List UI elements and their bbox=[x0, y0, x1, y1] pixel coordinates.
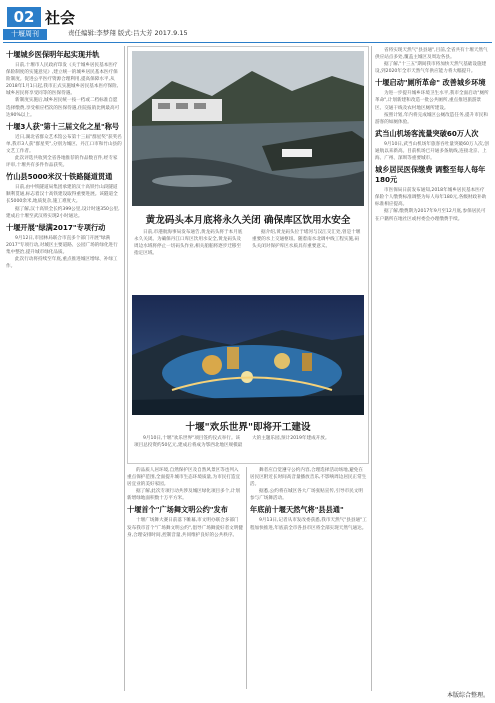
column-divider bbox=[371, 46, 372, 691]
paragraph: 9月13日,记者从市发改委获悉,我市天然气"县县通"工程加快推进,年底前全市各县市区将全部实现天然气通达。 bbox=[250, 518, 367, 531]
article-title: 年底前十堰天然气将"县县通" bbox=[250, 505, 344, 515]
article-title: 十堰启动"厕所革命" 改善城乡环境 bbox=[375, 78, 486, 88]
article-title: 竹山县5000米汉十铁路隧道贯通 bbox=[6, 172, 113, 182]
paragraph: 据了解,汉十高铁全长约399公里,设计时速350公里,建成后十堰至武汉将实现2小时通达。 bbox=[6, 206, 120, 219]
paragraph: 据了解,"十三五"期间我市将加快天然气基础设施建设,到2020年全市天然气年供应能力将大幅提升。 bbox=[375, 62, 487, 75]
paragraph: 9月10日,十堰"欢乐世界"项目签约仪式举行。该项目总投资约50亿元,建成后将成为鄂西北地区规模最大的主题乐园,预计2019年建成开放。 bbox=[134, 436, 330, 449]
middle-column-1 bbox=[127, 467, 243, 689]
paragraph: 此次行动将持续至年底,重点推进城区增绿、补绿工作。 bbox=[6, 256, 118, 270]
paragraph: 市医保局日前发布通知,2018年城乡居民基本医疗保险个人缴费标准调整为每人每年180元,各级财政补助标准相应提高。 bbox=[375, 188, 487, 208]
paragraph: 新制度实施后,城乡居民统一按一档或二档标准自愿选择缴费,享受相应档次的医保待遇,住院报销比例最高可达90%以上。 bbox=[6, 98, 120, 118]
article-title: 十堰城乡医保明年起实现并轨 bbox=[6, 50, 100, 59]
page-header bbox=[0, 0, 495, 42]
column-divider bbox=[246, 467, 247, 689]
article-title: 城乡居民医保缴费 调整至每人每年180元 bbox=[375, 165, 486, 185]
article-title: 十堰3人获"第十三届文化之星"称号 bbox=[6, 121, 120, 131]
article-title: 十堰开展"绿满2017"专项行动 bbox=[6, 222, 106, 232]
left-column bbox=[6, 47, 122, 687]
article-title: 十堰首个"广场舞文明公约"发布 bbox=[127, 505, 228, 515]
header-divider bbox=[3, 42, 492, 43]
column-divider bbox=[124, 46, 125, 691]
paragraph: 据悉,公约将在城区各大广场张贴宣传,引导市民文明参与广场舞活动。 bbox=[250, 489, 363, 502]
right-column bbox=[375, 47, 489, 675]
theme-park-rendering bbox=[132, 295, 364, 415]
middle-column-2 bbox=[250, 467, 367, 689]
paragraph: 据了解,缴费期为2017年9月至12月底,参保居民可在户籍所在地社区或村委会办理缴费手续。 bbox=[375, 209, 486, 222]
paragraph: 近日,湖北省群众艺术馆公布第十三届"群星奖"获奖名单,我市3人获"群星奖",分别为城区、丹江口市和竹山县的文艺工作者。 bbox=[6, 134, 122, 154]
paragraph: 省将实现天然气"县县通",目前,全省共有十堰天然气供应站点多处,覆盖主城区及周边各县。 bbox=[375, 48, 488, 61]
paragraph: 的品质人居环境,自然保护区及自然风景区等也列入重点保护范围,全面提升城市生态环境质量,为市民打造宜居宜业的美好家园。 bbox=[127, 468, 241, 488]
paragraph: 9月10日,武当山机场年旅客吞吐量突破60万人次,创通航以来新高。目前机场已开通多条航线,连接北京、上海、广州、深圳等重要城市。 bbox=[375, 141, 489, 162]
paragraph: 9月12日,市园林局联合市直多个部门开展"绿满2017"专项行动,对城区主要道路、公园广场的绿化进行集中整治,提升城市绿化品质。 bbox=[6, 235, 118, 255]
paragraph: 按照计划,年内将完成城区公厕改造任务,提升市民和游客的如厕体验。 bbox=[375, 112, 488, 125]
feature-title-2: 十堰"欢乐世界"即将开工建设 bbox=[185, 422, 311, 433]
feature-box bbox=[127, 46, 369, 464]
article-title: 武当山机场客流量突破60万人次 bbox=[375, 128, 479, 138]
page-footer-note: 本版综合整理。 bbox=[446, 692, 489, 699]
paragraph: 日前,由中铁隧道局集团承建的汉十高铁竹山段隧道顺利贯通,标志着汉十高铁建设取得重要进展。该隧道全长5000余米,地质复杂,施工难度大。 bbox=[6, 185, 118, 205]
paragraph: 十堰广场舞大赛日前落下帷幕,市文明办联合多部门发布我市首个"广场舞文明公约",倡导广场舞爱好者文明健身,合理安排时间,控制音量,共同维护良好的公共秩序。 bbox=[127, 518, 243, 538]
paragraph: 舞者应自觉遵守公约内容,合理选择活动场地,避免在居民区附近长时间高音量播放音乐,不影响周边居民正常生活。 bbox=[250, 468, 367, 488]
feature-body-2 bbox=[134, 435, 362, 461]
section-number: 02 bbox=[7, 7, 41, 27]
paragraph: 此次评选共收到全省各地推荐的作品数百件,经专家评审,十堰共有多件作品获奖。 bbox=[6, 156, 118, 169]
feature-body-1 bbox=[134, 229, 362, 291]
paragraph: 日前,十堰市人民政府印发《关于城乡居民基本医疗保险制度的实施意见》,建立统一的城乡居民基本医疗保险制度。促进公平医疗资源合理利用,提高保障水平,从2018年1月1日起,我市正式实施城乡居民基本医疗保险,城乡居民将享受同等的医保待遇。 bbox=[6, 63, 119, 97]
paragraph: 日前,市港航海事局发布通告,黄龙码头将于本月底永久关闭。为确保丹江口库区饮用水安全,黄龙码头及周边水域将停止一切码头作业,相关船舶将逐步迁移至指定区域。 bbox=[134, 230, 243, 257]
dam-photo bbox=[132, 51, 364, 206]
paragraph: 据了解,此次专项行动共涉及城区绿化项目多个,计划新增绿地面积数十万平方米。 bbox=[127, 489, 240, 502]
feature-title-1: 黄龙码头本月底将永久关闭 确保库区饮用水安全 bbox=[145, 215, 351, 226]
paper-name: 十堰周刊 bbox=[3, 29, 47, 40]
paragraph: 为进一步提升城乡环境卫生水平,我市全面启动"厕所革命",计划新建和改造一批公共厕所,重点推进旅游景区、交通干线及农村地区厕所建设。 bbox=[375, 91, 489, 111]
paragraph: 据介绍,黄龙码头位于堵河与汉江交汇处,曾是十堰重要的水上交通枢纽。随着南水北调中线工程实施,码头关闭对保护库区水质具有重要意义。 bbox=[252, 230, 361, 250]
section-name: 社会 bbox=[45, 9, 76, 27]
editor-meta: 责任编辑:李梦翔 版式:吕大芳 2017.9.15 bbox=[68, 29, 188, 37]
